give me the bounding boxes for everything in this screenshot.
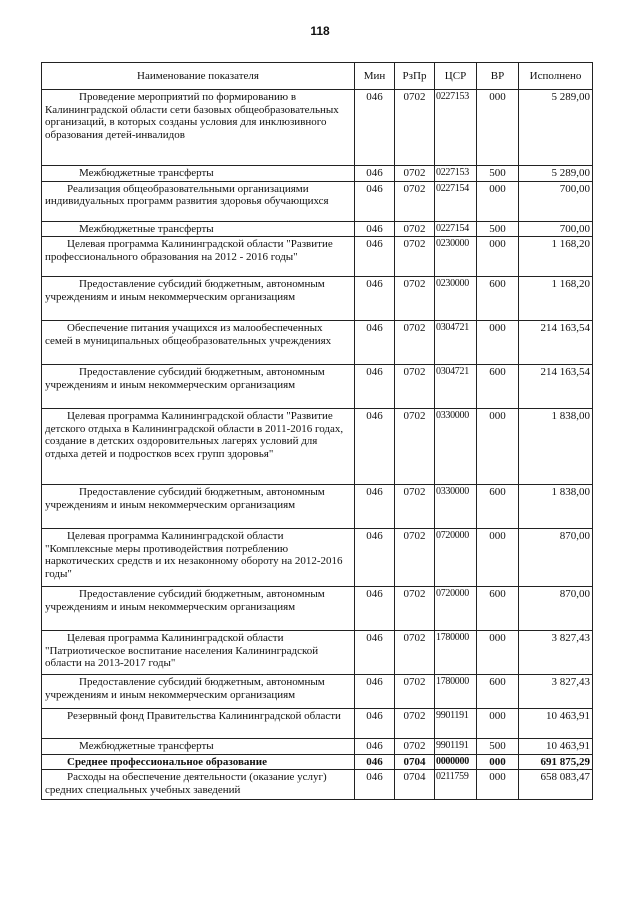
row-csr: 9901191 [435,709,477,739]
table-row [42,321,593,365]
row-name [42,631,355,675]
row-rzpr: 0702 [395,321,435,365]
row-min: 046 [355,631,395,675]
row-name [42,754,355,770]
table-row [42,90,593,166]
row-min: 046 [355,181,395,221]
row-name [42,365,355,409]
row-vr: 600 [477,485,519,529]
row-vr: 500 [477,739,519,755]
row-name-text: Целевая программа Калининградской области "Развитие детского отдыха в Калининградской области в 2011-2016 годах, создание в детских оздоровительных лагерях условий для отдыха детей и подростков всех групп здоровья" [45,410,344,460]
row-min: 046 [355,409,395,485]
table-row [42,770,593,800]
row-rzpr: 0702 [395,221,435,237]
table-row [42,529,593,587]
row-exec: 214 163,54 [519,321,593,365]
row-exec: 700,00 [519,221,593,237]
row-vr: 600 [477,675,519,709]
row-exec: 5 289,00 [519,90,593,166]
row-csr: 0227153 [435,166,477,182]
table-row [42,221,593,237]
header-rzpr: РзПр [395,63,435,90]
row-name [42,739,355,755]
row-min: 046 [355,675,395,709]
row-name [42,409,355,485]
row-name-text: Среднее профессиональное образование [67,755,267,768]
row-name-text: Межбюджетные трансферты [79,167,214,179]
row-name [42,221,355,237]
row-min: 046 [355,221,395,237]
row-name [42,237,355,277]
row-rzpr: 0702 [395,409,435,485]
table-row [42,587,593,631]
row-exec: 5 289,00 [519,166,593,182]
row-vr: 600 [477,587,519,631]
row-exec: 1 168,20 [519,277,593,321]
row-exec: 1 168,20 [519,237,593,277]
header-csr: ЦСР [435,63,477,90]
row-rzpr: 0702 [395,631,435,675]
header-exec: Исполнено [519,63,593,90]
row-rzpr: 0704 [395,770,435,800]
row-rzpr: 0702 [395,166,435,182]
row-vr: 000 [477,631,519,675]
row-csr: 0304721 [435,365,477,409]
row-name [42,529,355,587]
row-csr: 0720000 [435,529,477,587]
row-vr: 500 [477,166,519,182]
row-name-text: Обеспечение питания учащихся из малообеспеченных семей в муниципальных общеобразовательных учреждениях [45,322,332,347]
row-rzpr: 0702 [395,709,435,739]
row-csr: 0330000 [435,409,477,485]
table-row [42,409,593,485]
table-row [42,237,593,277]
row-min: 046 [355,770,395,800]
row-rzpr: 0704 [395,754,435,770]
row-csr: 0000000 [435,754,477,770]
row-name-text: Межбюджетные трансферты [79,222,214,235]
row-csr: 0227154 [435,221,477,237]
table-header-row [42,63,593,90]
row-rzpr: 0702 [395,365,435,409]
row-min: 046 [355,485,395,529]
row-name [42,321,355,365]
row-vr: 000 [477,321,519,365]
row-name-text: Межбюджетные трансферты [79,740,214,753]
table-row [42,631,593,675]
row-exec: 870,00 [519,587,593,631]
row-min: 046 [355,237,395,277]
row-exec: 700,00 [519,181,593,221]
row-vr: 500 [477,221,519,237]
row-name [42,675,355,709]
row-name [42,587,355,631]
table-row [42,365,593,409]
row-vr: 000 [477,181,519,221]
row-name-text: Реализация общеобразовательными организациями индивидуальных программ развития здоровья обучающихся [45,182,329,208]
row-name [42,277,355,321]
row-min: 046 [355,365,395,409]
row-name-text: Предоставление субсидий бюджетным, автономным учреждениям и иным некоммерческим организациям [45,676,325,701]
row-vr: 000 [477,754,519,770]
row-min: 046 [355,166,395,182]
row-rzpr: 0702 [395,90,435,166]
row-exec: 3 827,43 [519,631,593,675]
row-name-text: Резервный фонд Правительства Калининградской области [67,710,341,723]
row-name-text: Расходы на обеспечение деятельности (оказание услуг) средних специальных учебных заведений [45,771,327,796]
table-row [42,675,593,709]
row-exec: 658 083,47 [519,770,593,800]
row-vr: 600 [477,365,519,409]
row-vr: 600 [477,277,519,321]
row-exec: 214 163,54 [519,365,593,409]
budget-table [41,62,593,800]
row-min: 046 [355,709,395,739]
row-name [42,709,355,739]
table-row [42,485,593,529]
row-exec: 1 838,00 [519,485,593,529]
table-row [42,181,593,221]
header-vr: ВР [477,63,519,90]
table-row [42,166,593,182]
row-name [42,485,355,529]
row-exec: 691 875,29 [519,754,593,770]
row-csr: 1780000 [435,675,477,709]
row-name-text: Целевая программа Калининградской области "Комплексные меры противодействия потреблению наркотических средств и их незаконному обороту на 2012-2016 годы" [45,530,343,580]
header-min: Мин [355,63,395,90]
row-name [42,90,355,166]
table-row [42,754,593,770]
row-min: 046 [355,587,395,631]
row-csr: 0227153 [435,90,477,166]
row-min: 046 [355,739,395,755]
row-name [42,181,355,221]
row-name [42,770,355,800]
row-rzpr: 0702 [395,485,435,529]
row-min: 046 [355,529,395,587]
row-min: 046 [355,277,395,321]
row-rzpr: 0702 [395,675,435,709]
row-csr: 9901191 [435,739,477,755]
row-csr: 0720000 [435,587,477,631]
row-vr: 000 [477,90,519,166]
table-row [42,739,593,755]
row-rzpr: 0702 [395,277,435,321]
row-exec: 3 827,43 [519,675,593,709]
row-name-text: Целевая программа Калининградской области "Развитие профессионального образования на 2012 - 2016 годы" [45,238,333,263]
row-csr: 0211759 [435,770,477,800]
row-csr: 0230000 [435,277,477,321]
row-name-text: Проведение мероприятий по формированию в Калининградской области сети базовых общеобразовательных организаций, в которых созданы условия для инклюзивного образования детей-инвалидов [45,91,339,141]
row-exec: 10 463,91 [519,709,593,739]
row-name-text: Предоставление субсидий бюджетным, автономным учреждениям и иным некоммерческим организациям [45,486,325,511]
row-rzpr: 0702 [395,739,435,755]
row-csr: 0330000 [435,485,477,529]
row-vr: 000 [477,529,519,587]
row-name-text: Предоставление субсидий бюджетным, автономным учреждениям и иным некоммерческим организациям [45,588,325,613]
row-csr: 0304721 [435,321,477,365]
row-rzpr: 0702 [395,237,435,277]
row-name-text: Целевая программа Калининградской области "Патриотическое воспитание населения Калининградской области на 2013-2017 годы" [45,632,319,670]
header-name: Наименование показателя [42,63,355,90]
table-row [42,709,593,739]
row-exec: 1 838,00 [519,409,593,485]
page-number: 118 [310,24,330,38]
row-vr: 000 [477,770,519,800]
row-rzpr: 0702 [395,529,435,587]
row-min: 046 [355,90,395,166]
table-row [42,277,593,321]
row-rzpr: 0702 [395,181,435,221]
row-exec: 10 463,91 [519,739,593,755]
row-min: 046 [355,754,395,770]
row-csr: 0230000 [435,237,477,277]
row-name [42,166,355,182]
row-csr: 1780000 [435,631,477,675]
row-vr: 000 [477,409,519,485]
row-name-text: Предоставление субсидий бюджетным, автономным учреждениям и иным некоммерческим организациям [45,366,325,391]
row-exec: 870,00 [519,529,593,587]
row-min: 046 [355,321,395,365]
row-vr: 000 [477,237,519,277]
row-name-text: Предоставление субсидий бюджетным, автономным учреждениям и иным некоммерческим организациям [45,278,325,303]
row-csr: 0227154 [435,181,477,221]
row-vr: 000 [477,709,519,739]
row-rzpr: 0702 [395,587,435,631]
